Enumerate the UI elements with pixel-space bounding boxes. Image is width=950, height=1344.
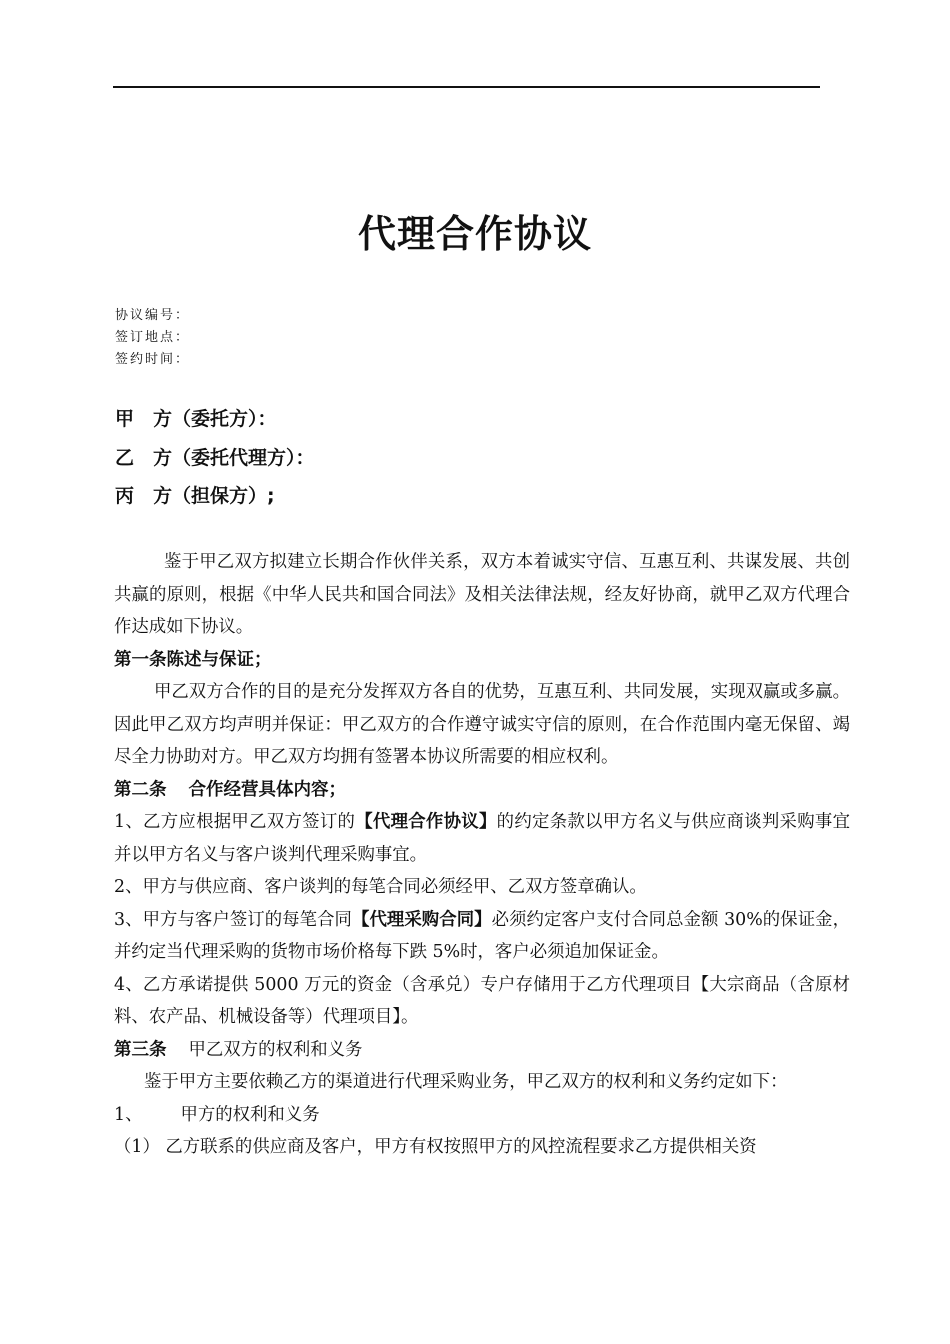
article2-title: 合作经营具体内容； [188,779,346,800]
agreement-number-label: 协议编号： [115,308,191,323]
article2-item4: 4、乙方承诺提供 5000 万元的资金（含承兑）专户存储用于乙方代理项目【大宗商品（含原材料、农产品、机械设备等）代理项目】。 [114,974,850,1027]
article2-item1 [114,806,850,871]
party-a: 甲 方（委托方）： [115,408,277,430]
article3-intro: 鉴于甲方主要依赖乙方的渠道进行代理采购业务，甲乙双方的权利和义务约定如下： [144,1072,788,1092]
article3-sub1-title: 甲方的权利和义务 [180,1104,320,1125]
article2-number: 第二条 [114,779,167,800]
article2-item3-emphasis: 【代理采购合同】 [352,909,492,930]
article2-item3-post: 必须约定客户支付合同总金额 30%的保证金，并约定当代理采购的货物市场价格每下跌 5%时，客户必须追加保证金。 [114,909,850,962]
article2-item1-emphasis: 【代理合作协议】 [355,812,497,832]
article3-sub1-number: 1、 [114,1104,143,1125]
article2-item1-post: 的约定条款以甲方名义与供应商谈判采购事宜并以甲方名义与客户谈判代理采购事宜。 [114,812,850,865]
article1-text: 甲乙双方合作的目的是充分发挥双方各自的优势，互惠互利、共同发展，实现双赢或多赢。因此甲乙双方均声明并保证：甲乙双方的合作遵守诚实守信的原则，在合作范围内毫无保留、竭尽全力协助对方。甲乙双方均拥有签署本协议所需要的相应权利。 [114,682,850,767]
article1-heading: 第一条陈述与保证； [114,649,272,670]
intro-paragraph: 鉴于甲乙双方拟建立长期合作伙伴关系，双方本着诚实守信、互惠互利、共谋发展、共创共赢的原则，根据《中华人民共和国合同法》及相关法律法规，经友好协商，就甲乙双方代理合作达成如下协议。 [114,552,850,637]
document-body [114,546,850,1164]
article2-item1-pre: 1、乙方应根据甲乙双方签订的 [114,812,356,832]
article3-sub1-item1: （1） 乙方联系的供应商及客户，甲方有权按照甲方的风控流程要求乙方提供相关资 [114,1137,757,1157]
article3-number: 第三条 [114,1039,167,1060]
article2-heading [114,774,850,807]
article2-item3 [114,904,850,969]
signing-place-label: 签订地点： [115,330,191,345]
party-b: 乙 方（委托代理方）： [115,446,315,469]
article3-title: 甲乙双方的权利和义务 [188,1039,363,1060]
article2-item3-pre: 3、甲方与客户签订的每笔合同 [114,909,352,930]
party-c: 丙 方（担保方）; [115,485,275,507]
article2-item2: 2、甲方与供应商、客户谈判的每笔合同必须经甲、乙双方签章确认。 [114,877,647,897]
parties-block [115,400,315,516]
article3-sub1 [114,1099,850,1132]
header-rule [113,86,820,88]
signing-time-label: 签约时间： [115,352,191,367]
agreement-meta [115,305,190,371]
article3-heading [114,1034,850,1067]
document-title: 代理合作协议 [357,212,592,256]
